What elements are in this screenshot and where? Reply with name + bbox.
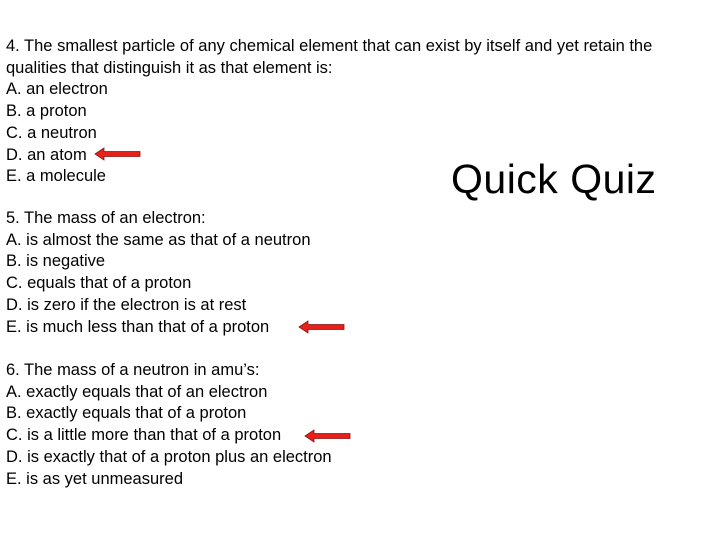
answer-option-b: B. exactly equals that of a proton (6, 404, 247, 423)
answer-option-a: A. an electron (6, 80, 108, 99)
answer-option-c: C. a neutron (6, 123, 97, 142)
question-6 (6, 360, 332, 490)
answer-option-b: B. a proton (6, 102, 87, 121)
answer-marker-q4 (94, 147, 142, 161)
question-stem-line: 6. The mass of a neutron in amu’s: (6, 361, 260, 379)
answer-option-a: A. is almost the same as that of a neutron (6, 230, 311, 249)
question-5 (6, 208, 311, 338)
answer-option-e: E. a molecule (6, 167, 106, 186)
answer-option-d: D. an atom (6, 145, 87, 164)
answer-option-e: E. is much less than that of a proton (6, 317, 270, 336)
answer-option-c: C. equals that of a proton (6, 274, 192, 293)
answer-marker-q5 (298, 320, 346, 334)
question-stem-line: qualities that distinguish it as that element is: (6, 58, 333, 77)
answer-option-a: A. exactly equals that of an electron (6, 382, 268, 401)
question-stem-line: 5. The mass of an electron: (6, 209, 206, 227)
answer-marker-q6 (304, 429, 352, 443)
answer-option-c: C. is a little more than that of a proton (6, 426, 282, 445)
slide-title: Quick Quiz (451, 156, 657, 202)
left-arrow-icon (298, 320, 346, 334)
left-arrow-icon (94, 147, 142, 161)
question-stem-line: 4. The smallest particle of any chemical element that can exist by itself and yet retain the (6, 37, 653, 55)
answer-option-e: E. is as yet unmeasured (6, 469, 184, 488)
answer-option-d: D. is zero if the electron is at rest (6, 295, 247, 314)
left-arrow-icon (304, 429, 352, 443)
answer-option-d: D. is exactly that of a proton plus an electron (6, 447, 332, 466)
answer-option-b: B. is negative (6, 252, 106, 271)
